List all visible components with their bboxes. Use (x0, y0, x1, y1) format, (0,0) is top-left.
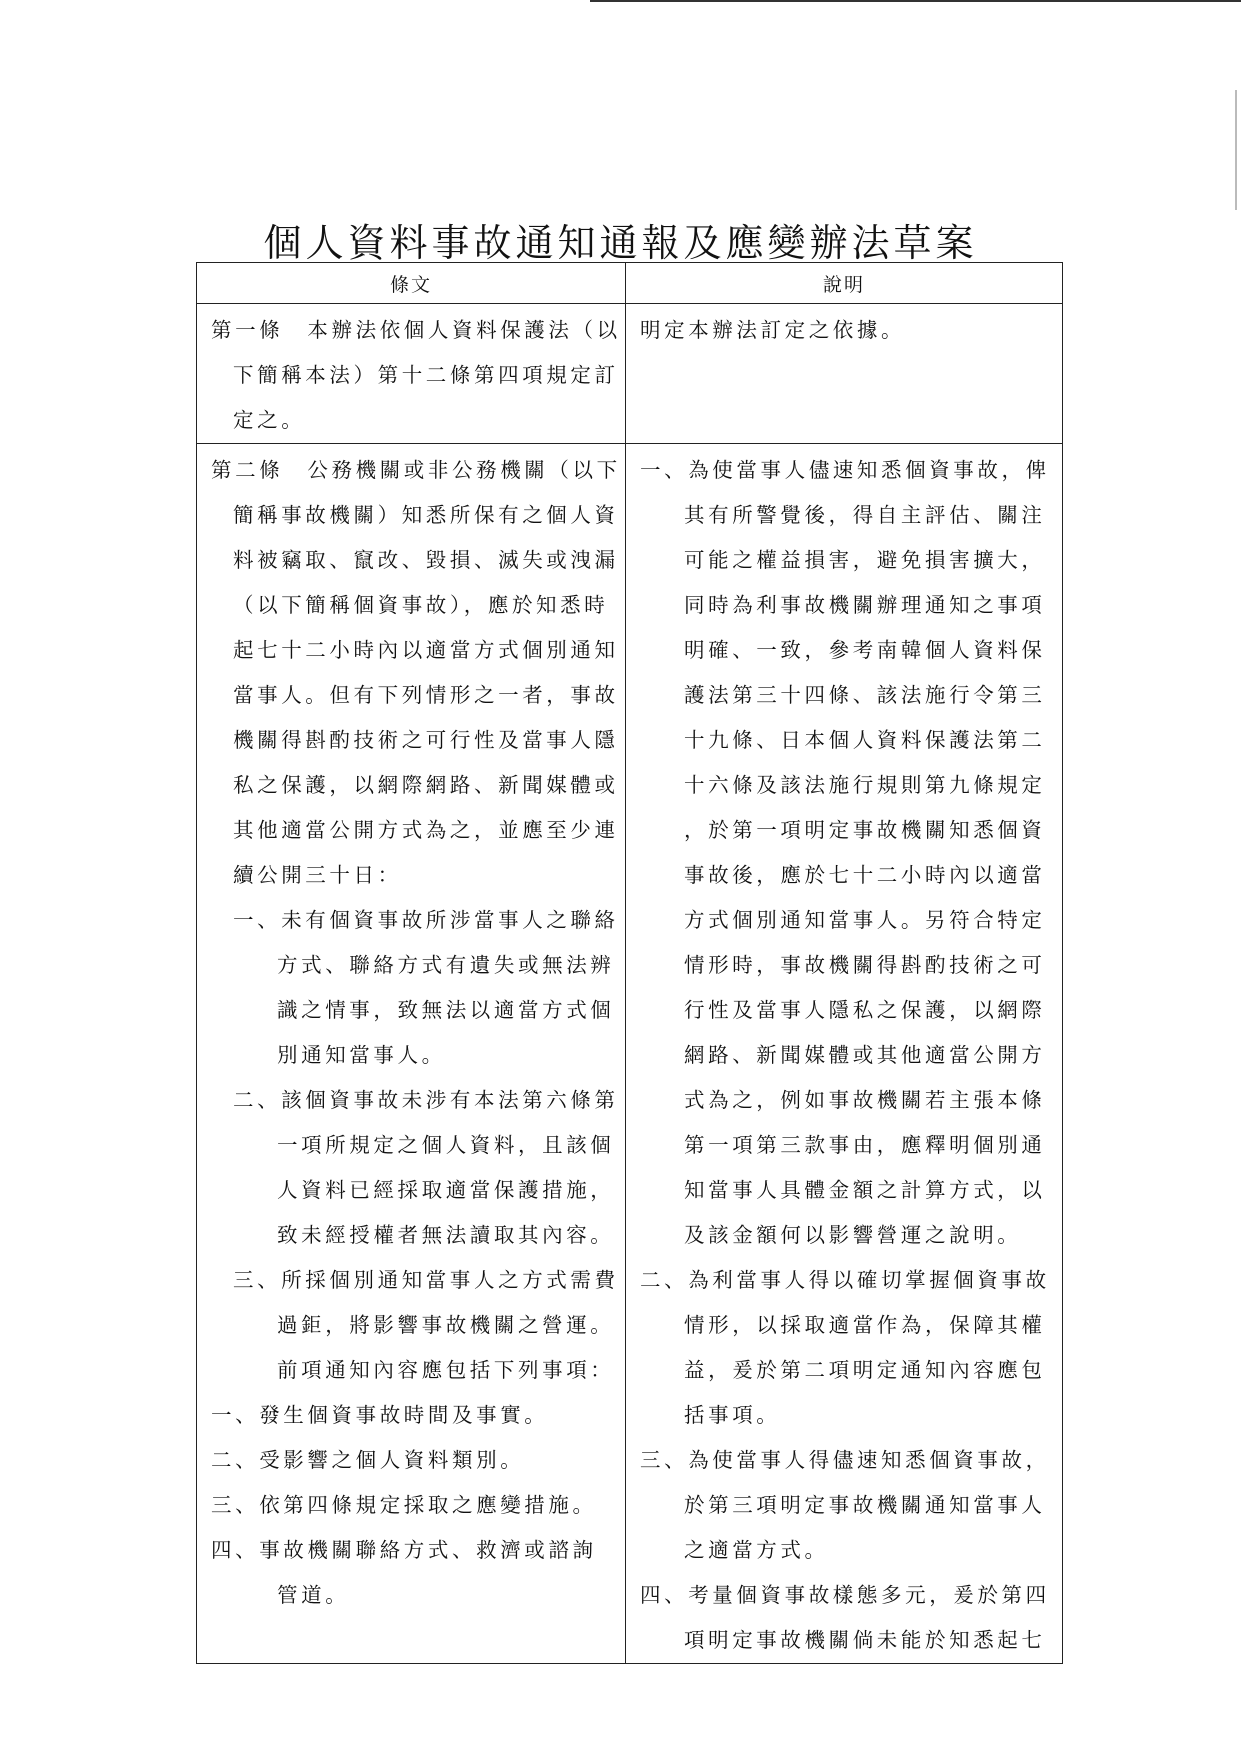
text-line: 二、受影響之個人資料類別。 (211, 1448, 525, 1472)
text-line: 第二條 公務機關或非公務機關（以下 (211, 458, 621, 482)
text-line: 方式個別通知當事人。另符合特定 (684, 908, 1046, 932)
text-line: 識之情事，致無法以適當方式個 (277, 998, 615, 1022)
text-line: 定之。 (233, 408, 306, 432)
text-line: 管道。 (277, 1583, 350, 1607)
text-line: 網路、新聞媒體或其他適當公開方 (684, 1043, 1046, 1067)
text-line: 項明定事故機關倘未能於知悉起七 (684, 1628, 1046, 1652)
text-line: 十九條、日本個人資料保護法第二 (684, 728, 1046, 752)
text-line: 料被竊取、竄改、毀損、滅失或洩漏 (233, 548, 619, 572)
header-provisions: 條文 (197, 263, 626, 304)
provisions-table (196, 262, 1063, 1664)
text-line: 括事項。 (684, 1403, 781, 1427)
text-line: 四、考量個資事故樣態多元，爰於第四 (640, 1583, 1050, 1607)
text-line: 同時為利事故機關辦理通知之事項 (684, 593, 1046, 617)
article-1-text (197, 304, 626, 444)
text-line: 續公開三十日： (233, 863, 402, 887)
text-line: 第一條 本辦法依個人資料保護法（以 (211, 318, 621, 342)
text-line: 明定本辦法訂定之依據。 (640, 318, 906, 342)
text-line: 當事人。但有下列情形之一者，事故 (233, 683, 619, 707)
text-line: 過鉅，將影響事故機關之營運。 (277, 1313, 615, 1337)
text-line: 一、為使當事人儘速知悉個資事故，俾 (640, 458, 1050, 482)
text-line: 機關得斟酌技術之可行性及當事人隱 (233, 728, 619, 752)
text-line: 護法第三十四條、該法施行令第三 (684, 683, 1046, 707)
text-line: 十六條及該法施行規則第九條規定 (684, 773, 1046, 797)
text-line: 一、發生個資事故時間及事實。 (211, 1403, 549, 1427)
text-line: 一項所規定之個人資料，且該個 (277, 1133, 615, 1157)
scan-edge-right (1235, 90, 1237, 210)
text-line: 二、為利當事人得以確切掌握個資事故 (640, 1268, 1050, 1292)
text-line: 益，爰於第二項明定通知內容應包 (684, 1358, 1046, 1382)
text-line: 其他適當公開方式為之，並應至少連 (233, 818, 619, 842)
text-line: 致未經授權者無法讀取其內容。 (277, 1223, 615, 1247)
text-line: 情形時，事故機關得斟酌技術之可 (684, 953, 1046, 977)
text-line: 別通知當事人。 (277, 1043, 446, 1067)
text-line: 三、為使當事人得儘速知悉個資事故， (640, 1448, 1050, 1472)
text-line: ，於第一項明定事故機關知悉個資 (684, 818, 1046, 842)
text-line: 可能之權益損害，避免損害擴大， (684, 548, 1046, 572)
text-line: 第一項第三款事由，應釋明個別通 (684, 1133, 1046, 1157)
text-line: 於第三項明定事故機關通知當事人 (684, 1493, 1046, 1517)
scan-edge-top (590, 0, 1241, 2)
document-title: 個人資料事故通知通報及應變辦法草案 (263, 221, 978, 265)
text-line: 明確、一致，參考南韓個人資料保 (684, 638, 1046, 662)
text-line: 事故後，應於七十二小時內以適當 (684, 863, 1046, 887)
text-line: 情形，以採取適當作為，保障其權 (684, 1313, 1046, 1337)
table-row (197, 304, 1063, 444)
text-line: 三、所採個別通知當事人之方式需費 (233, 1268, 619, 1292)
text-line: 式為之，例如事故機關若主張本條 (684, 1088, 1046, 1112)
text-line: 一、未有個資事故所涉當事人之聯絡 (233, 908, 619, 932)
article-2-explanation (626, 444, 1063, 1664)
text-line: 之適當方式。 (684, 1538, 829, 1562)
text-line: 起七十二小時內以適當方式個別通知 (233, 638, 619, 662)
text-line: 知當事人具體金額之計算方式，以 (684, 1178, 1046, 1202)
text-line: 三、依第四條規定採取之應變措施。 (211, 1493, 597, 1517)
text-line: （以下簡稱個資事故），應於知悉時 (233, 593, 609, 617)
text-line: 下簡稱本法）第十二條第四項規定訂 (233, 363, 619, 387)
article-1-explanation (626, 304, 1063, 444)
text-line: 私之保護，以網際網路、新聞媒體或 (233, 773, 619, 797)
text-line: 行性及當事人隱私之保護，以網際 (684, 998, 1046, 1022)
text-line: 前項通知內容應包括下列事項： (277, 1358, 615, 1382)
text-line: 人資料已經採取適當保護措施， (277, 1178, 615, 1202)
header-explanation: 說明 (626, 263, 1063, 304)
text-line: 四、事故機關聯絡方式、救濟或諮詢 (211, 1538, 597, 1562)
article-2-text (197, 444, 626, 1664)
text-line: 二、該個資事故未涉有本法第六條第 (233, 1088, 619, 1112)
text-line: 方式、聯絡方式有遺失或無法辨 (277, 953, 615, 977)
table-row (197, 444, 1063, 1664)
text-line: 及該金額何以影響營運之說明。 (684, 1223, 1022, 1247)
table-header-row (197, 263, 1063, 304)
text-line: 其有所警覺後，得自主評估、關注 (684, 503, 1046, 527)
text-line: 簡稱事故機關）知悉所保有之個人資 (233, 503, 619, 527)
